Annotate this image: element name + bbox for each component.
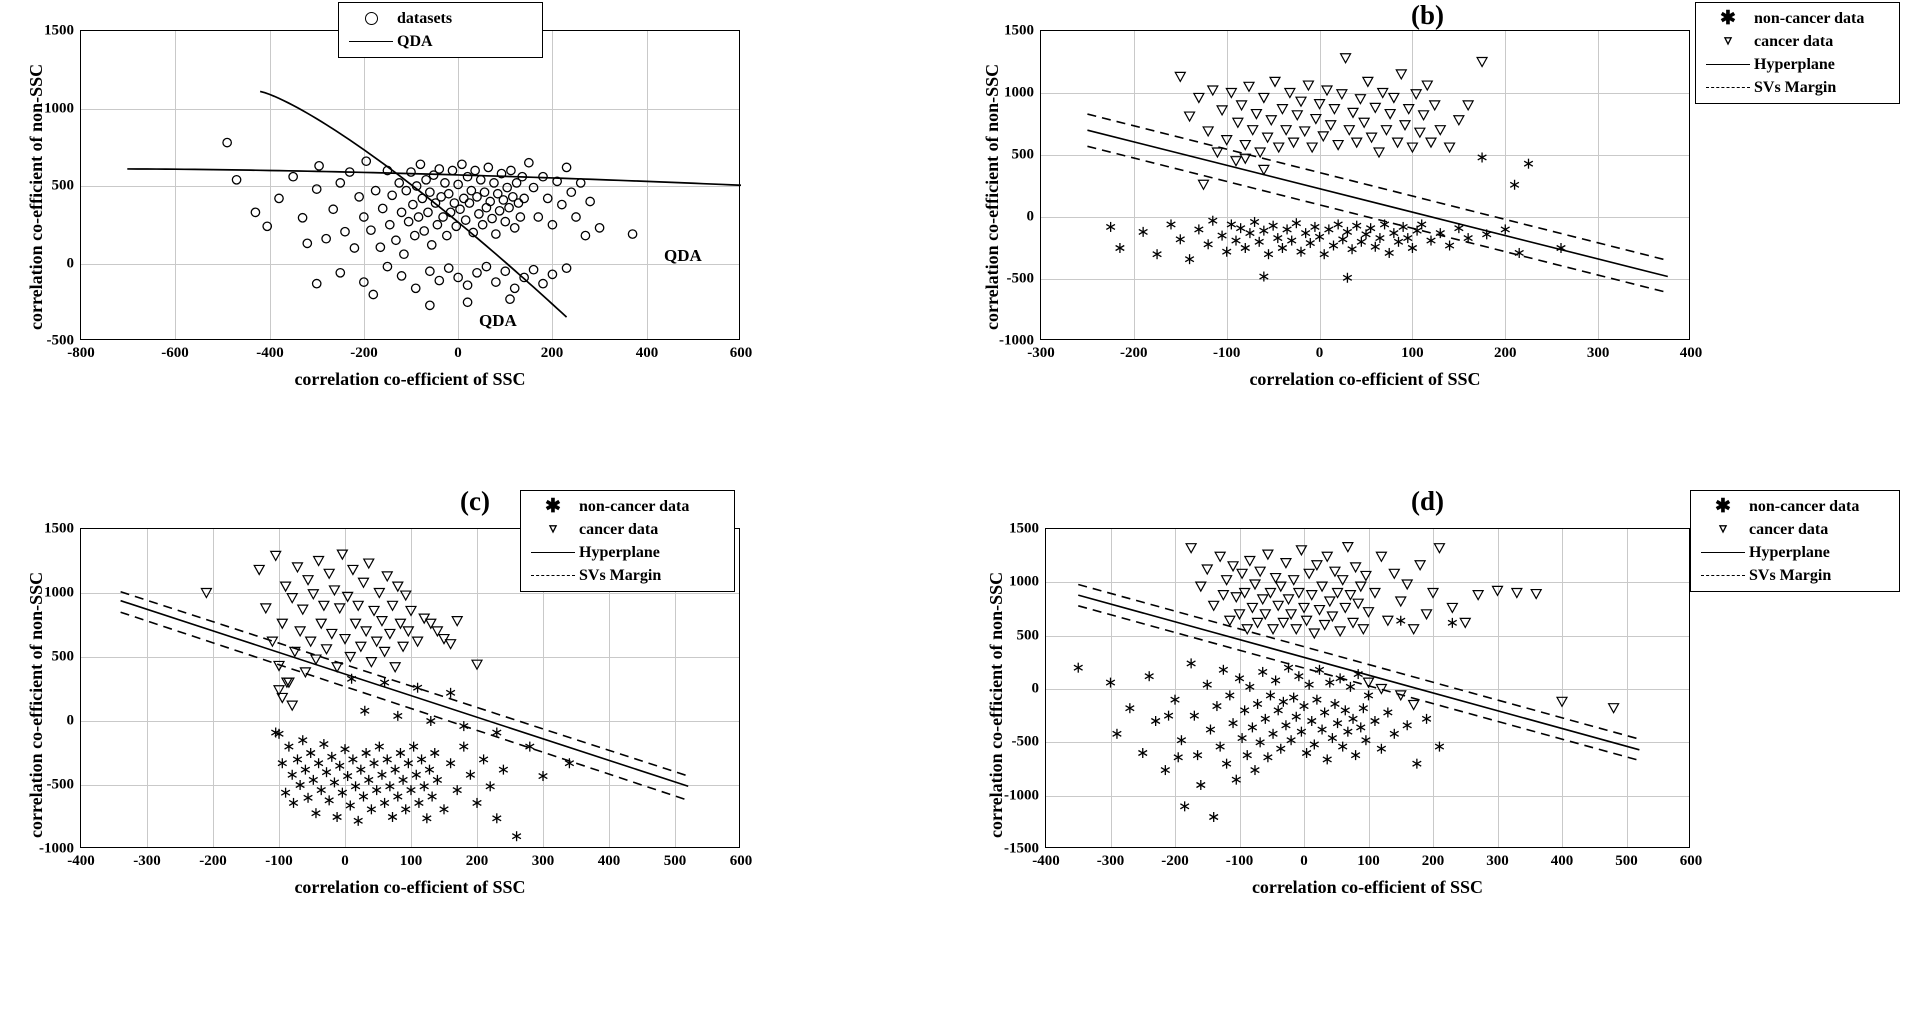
y-tick: 0 bbox=[66, 255, 74, 271]
legend-item bbox=[1697, 495, 1891, 518]
panel-d-xlabel: correlation co-efficient of SSC bbox=[1251, 877, 1484, 897]
x-tick: 300 bbox=[1486, 853, 1509, 869]
y-tick: 0 bbox=[66, 712, 74, 729]
y-tick: -500 bbox=[46, 332, 74, 349]
y-tick: -1500 bbox=[1004, 840, 1039, 857]
legend-label: non-cancer data bbox=[1754, 9, 1865, 27]
panel-c-legend bbox=[520, 490, 735, 592]
panel-a-legend bbox=[338, 2, 543, 58]
legend-label: QDA bbox=[397, 32, 433, 50]
panel-b bbox=[950, 0, 1905, 500]
x-tick: 200 bbox=[540, 345, 564, 361]
y-tick: 1000 bbox=[1004, 84, 1034, 101]
x-tick: 400 bbox=[1679, 345, 1703, 361]
x-tick: 600 bbox=[729, 853, 753, 869]
panel-a-data-layer bbox=[81, 31, 741, 341]
x-tick: 100 bbox=[1401, 345, 1424, 361]
legend-item bbox=[1702, 30, 1891, 53]
x-tick: 400 bbox=[1550, 853, 1574, 869]
y-tick: 500 bbox=[51, 648, 74, 665]
x-tick: -400 bbox=[67, 853, 95, 869]
x-tick: -300 bbox=[133, 853, 161, 869]
x-tick: 0 bbox=[454, 345, 462, 361]
x-tick: 400 bbox=[597, 853, 621, 869]
panel-d-plot-area bbox=[1004, 520, 1703, 897]
legend-item bbox=[527, 564, 726, 587]
x-tick: 500 bbox=[1615, 853, 1638, 869]
legend-label: SVs Margin bbox=[1754, 78, 1837, 96]
y-tick: -500 bbox=[1011, 733, 1039, 750]
panel-a-plot-area bbox=[44, 22, 753, 389]
x-tick: 300 bbox=[1586, 345, 1610, 361]
panel-d-data-layer bbox=[1046, 529, 1691, 849]
legend-label: datasets bbox=[397, 9, 453, 27]
x-tick: -300 bbox=[1027, 345, 1055, 361]
x-tick: 200 bbox=[1421, 853, 1445, 869]
legend-item bbox=[1697, 564, 1891, 587]
annotation-qda-1: QDA bbox=[664, 246, 702, 265]
y-tick: 500 bbox=[1016, 627, 1039, 644]
legend-item bbox=[1702, 53, 1891, 76]
legend-item bbox=[527, 518, 726, 541]
legend-item bbox=[527, 495, 726, 518]
x-tick: -200 bbox=[350, 345, 378, 361]
triangle-down-icon: ▿ bbox=[549, 521, 557, 537]
annotation-qda-2: QDA bbox=[479, 311, 517, 330]
x-tick: -200 bbox=[1161, 853, 1189, 869]
y-tick: 1000 bbox=[44, 100, 74, 116]
panel-d bbox=[950, 486, 1905, 1010]
legend-label: cancer data bbox=[579, 520, 659, 538]
legend-label: SVs Margin bbox=[579, 566, 662, 584]
legend-item bbox=[1702, 76, 1891, 99]
y-tick: -1000 bbox=[39, 840, 74, 857]
x-tick: 100 bbox=[399, 853, 423, 869]
circle-icon bbox=[345, 12, 397, 25]
y-tick: 500 bbox=[1011, 146, 1034, 163]
x-tick: -100 bbox=[1212, 345, 1241, 361]
y-tick: 1000 bbox=[44, 584, 74, 601]
star-icon: ✱ bbox=[1715, 496, 1731, 517]
triangle-down-icon: ▿ bbox=[1719, 521, 1727, 537]
x-tick: 400 bbox=[635, 345, 659, 361]
x-tick: 300 bbox=[531, 853, 555, 869]
legend-label: SVs Margin bbox=[1749, 566, 1832, 584]
x-tick: -600 bbox=[161, 345, 189, 361]
panel-c-title: (c) bbox=[460, 486, 490, 516]
dashed-line-icon bbox=[1702, 87, 1754, 88]
y-tick: 1500 bbox=[44, 22, 74, 39]
panel-d-legend bbox=[1690, 490, 1900, 592]
panel-b-plot-area bbox=[999, 22, 1703, 389]
legend-label: non-cancer data bbox=[1749, 497, 1860, 515]
panel-d-title: (d) bbox=[1411, 486, 1444, 516]
panel-b-title: (b) bbox=[1411, 0, 1444, 30]
legend-item bbox=[1697, 518, 1891, 541]
panel-a-ylabel: correlation co-efficient of non-SSC bbox=[26, 63, 46, 330]
triangle-down-icon: ▿ bbox=[1724, 33, 1732, 49]
x-tick: 200 bbox=[1493, 345, 1517, 361]
panel-c-xlabel: correlation co-efficient of SSC bbox=[294, 877, 526, 897]
x-tick: -300 bbox=[1096, 853, 1125, 869]
x-tick: 100 bbox=[1357, 853, 1380, 869]
x-tick: 600 bbox=[729, 345, 753, 361]
y-tick: 1500 bbox=[1004, 22, 1034, 39]
legend-label: non-cancer data bbox=[579, 497, 690, 515]
legend-label: cancer data bbox=[1749, 520, 1829, 538]
panel-a bbox=[0, 0, 950, 500]
legend-item bbox=[345, 7, 534, 30]
legend-item bbox=[527, 541, 726, 564]
solid-line-icon bbox=[1702, 64, 1754, 65]
y-tick: 0 bbox=[1026, 208, 1034, 225]
x-tick: 200 bbox=[465, 853, 489, 869]
solid-line-icon bbox=[1697, 552, 1749, 553]
legend-label: cancer data bbox=[1754, 32, 1834, 50]
y-tick: -500 bbox=[46, 776, 74, 793]
panel-b-xlabel: correlation co-efficient of SSC bbox=[1249, 369, 1481, 389]
panel-a-xlabel: correlation co-efficient of SSC bbox=[294, 369, 526, 389]
x-tick: 500 bbox=[663, 853, 687, 869]
legend-item bbox=[345, 30, 534, 53]
legend-label: Hyperplane bbox=[579, 543, 660, 561]
x-tick: 0 bbox=[1315, 345, 1324, 361]
x-tick: -800 bbox=[67, 345, 95, 361]
y-tick: 1000 bbox=[1009, 573, 1039, 590]
legend-label: Hyperplane bbox=[1754, 55, 1835, 73]
y-tick: 0 bbox=[1031, 680, 1039, 697]
x-tick: 600 bbox=[1679, 853, 1703, 869]
y-tick: 500 bbox=[51, 177, 74, 194]
x-tick: -400 bbox=[256, 345, 284, 361]
y-tick: -1000 bbox=[1004, 787, 1039, 804]
star-icon: ✱ bbox=[545, 496, 561, 517]
x-tick: -100 bbox=[1225, 853, 1254, 869]
legend-item bbox=[1702, 7, 1891, 30]
panel-c bbox=[0, 486, 950, 1010]
x-tick: -400 bbox=[1032, 853, 1060, 869]
solid-line-icon bbox=[527, 552, 579, 553]
panel-b-legend bbox=[1695, 2, 1900, 104]
y-tick: -500 bbox=[1006, 270, 1034, 287]
x-tick: -200 bbox=[199, 853, 227, 869]
x-tick: -200 bbox=[1120, 345, 1148, 361]
y-tick: 1500 bbox=[44, 520, 74, 537]
legend-label: Hyperplane bbox=[1749, 543, 1830, 561]
panel-b-ylabel: correlation co-efficient of non-SSC bbox=[982, 63, 1002, 330]
panel-c-ylabel: correlation co-efficient of non-SSC bbox=[26, 571, 46, 838]
x-tick: 0 bbox=[1300, 853, 1308, 869]
star-icon: ✱ bbox=[1720, 8, 1736, 29]
panel-d-ylabel: correlation co-efficient of non-SSC bbox=[986, 571, 1006, 838]
dashed-line-icon bbox=[527, 575, 579, 576]
legend-item bbox=[1697, 541, 1891, 564]
y-tick: 1500 bbox=[1009, 520, 1039, 537]
panel-b-data-layer bbox=[1041, 31, 1691, 341]
dashed-line-icon bbox=[1697, 575, 1749, 576]
x-tick: 0 bbox=[341, 853, 349, 869]
x-tick: -100 bbox=[265, 853, 293, 869]
solid-line-icon bbox=[345, 41, 397, 42]
y-tick: -1000 bbox=[999, 332, 1034, 349]
